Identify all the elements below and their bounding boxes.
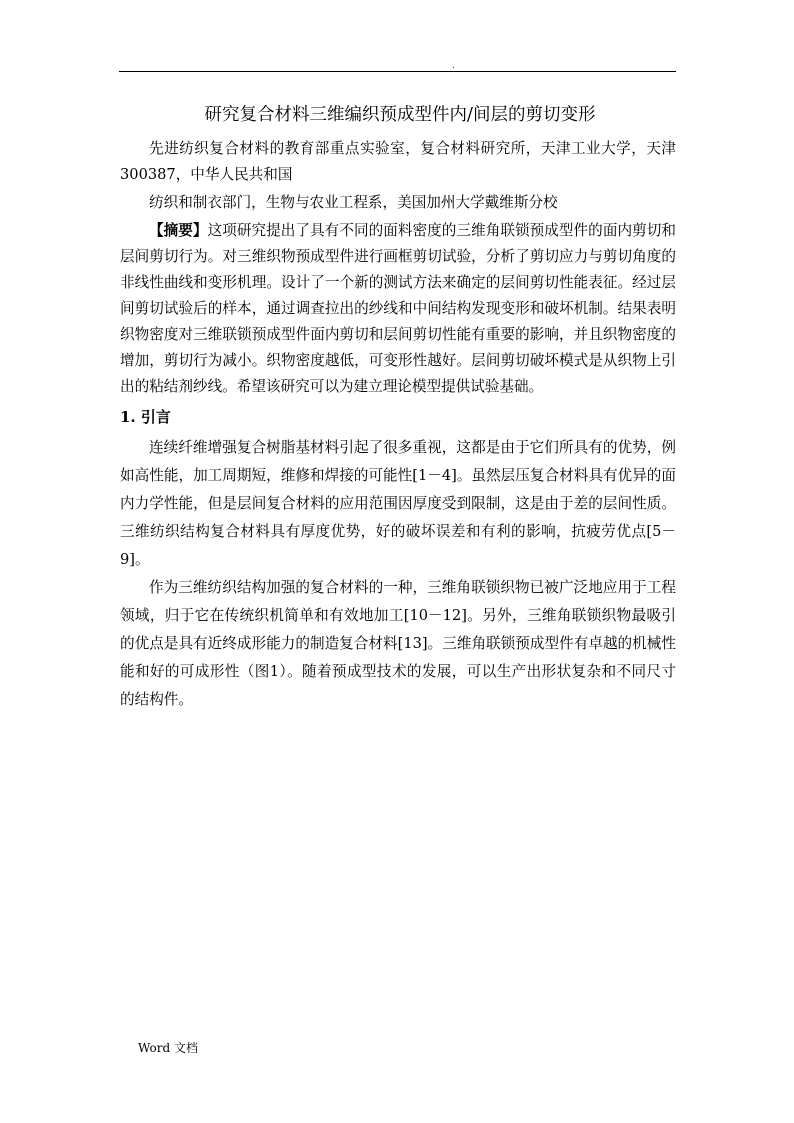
document-body (120, 100, 676, 714)
document-title: 研究复合材料三维编织预成型件内/间层的剪切变形 (204, 105, 596, 125)
abstract-paragraph (120, 218, 676, 400)
section-heading-introduction: 1. 引言 (120, 408, 171, 426)
affiliation-1: 先进纺织复合材料的教育部重点实验室，复合材料研究所，天津工业大学，天津 300387，中华人民共和国 (120, 140, 676, 183)
intro-paragraph-1: 连续纤维增强复合树脂基材料引起了很多重视，这都是由于它们所具有的优势，例如高性能，加工周期短，维修和焊接的可能性[1－4]。虽然层压复合材料具有优异的面内力学性能，但是层间复合材料的应用范围因厚度受到限制，这是由于差的层间性质。三维纺织结构复合材料具有厚度优势，好的破坏误差和有利的影响，抗疲劳优点[5－9]。 (120, 439, 676, 568)
abstract-text: 这项研究提出了具有不同的面料密度的三维角联锁预成型件的面内剪切和层间剪切行为。对三维织物预成型件进行画框剪切试验，分析了剪切应力与剪切角度的非线性曲线和变形机理。设计了一个新的测试方法来确定的层间剪切性能表征。经过层间剪切试验后的样本，通过调查拉出的纱线和中间结构发现变形和破坏机制。结果表明织物密度对三维联锁预成型件面内剪切和层间剪切性能有重要的影响，并且织物密度的增加，剪切行为减小。织物密度越低，可变形性越好。层间剪切破坏模式是从织物上引出的粘结剂纱线。希望该研究可以为建立理论模型提供试验基础。 (120, 222, 676, 395)
footer-label: Word 文档 (138, 1041, 198, 1055)
header-mark: . (452, 61, 455, 71)
header-rule (119, 71, 676, 72)
affiliation-2: 纺织和制衣部门，生物与农业工程系，美国加州大学戴维斯分校 (149, 194, 558, 211)
abstract-label: 【摘要】 (149, 222, 208, 239)
intro-paragraph-2: 作为三维纺织结构加强的复合材料的一种，三维角联锁织物已被广泛地应用于工程领域，归于它在传统织机简单和有效地加工[10－12]。另外，三维角联锁织物最吸引的优点是具有近终成形能力的制造复合材料[13]。三维角联锁预成型件有卓越的机械性能和好的可成形性（图1）。随着预成型技术的发展，可以生产出形状复杂和不同尺寸的结构件。 (120, 579, 676, 708)
